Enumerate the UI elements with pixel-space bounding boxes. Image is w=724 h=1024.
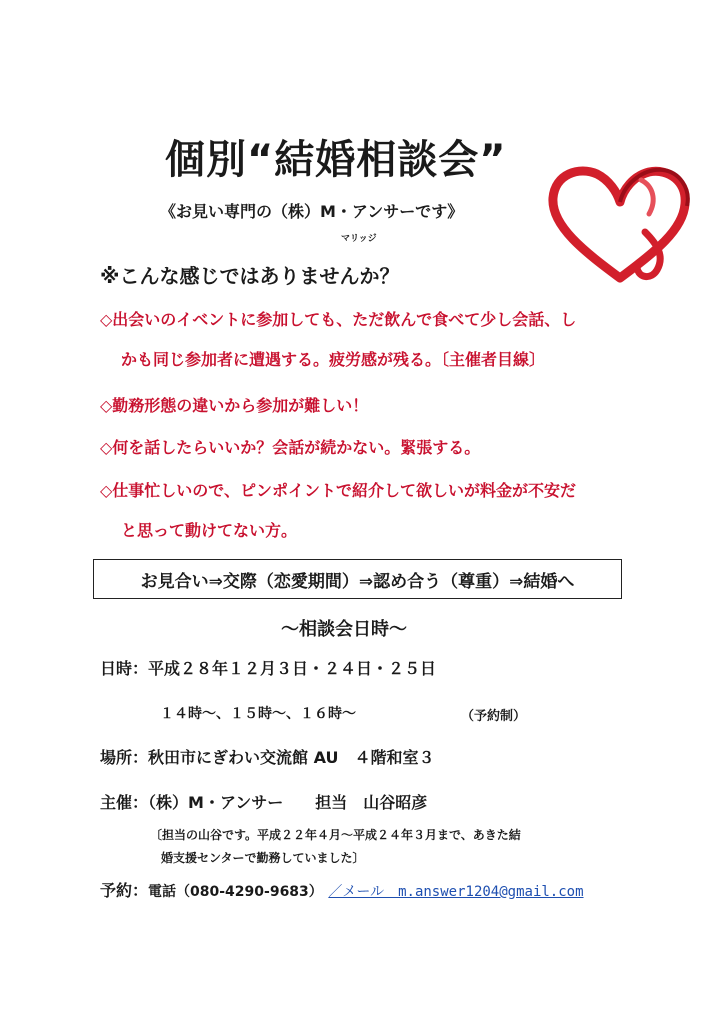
- reserve-row: [100, 878, 584, 901]
- list-item-continued: と思って動けてない方。: [121, 521, 298, 540]
- reservation-note: （予約制）: [461, 709, 527, 724]
- flow-box: お見合い⇒交際（恋愛期間）⇒認め合う（尊重）⇒結婚へ: [93, 559, 622, 599]
- organizer-row: [100, 790, 427, 813]
- datetime-label: 日時：: [100, 659, 149, 678]
- phone: 電話（080-4290-9683）: [148, 884, 323, 900]
- list-item: ◇勤務形態の違いから参加が難しい！: [100, 396, 369, 415]
- ruby-annotation: マリッジ: [341, 234, 377, 244]
- organizer-label: 主催：: [100, 793, 149, 812]
- place-value: 秋田市にぎわい交流館 AU ４階和室３: [148, 748, 435, 767]
- list-item: ◇出会いのイベントに参加しても、ただ飲んで食べて少し会話、し: [100, 310, 577, 329]
- list-item: ◇仕事忙しいので、ピンポイントで紹介して欲しいが料金が不安だ: [100, 481, 576, 500]
- times: １４時～、１５時～、１６時～: [160, 706, 356, 722]
- datetime-value: 平成２８年１２月３日・２４日・２５日: [148, 659, 437, 678]
- list-item: ◇何を話したらいいか？会話が続かない。緊張する。: [100, 438, 481, 457]
- question-heading: ※こんな感じではありませんか？: [100, 264, 400, 288]
- reserve-label: 予約：: [100, 881, 149, 900]
- heart-ribbon-icon: [545, 160, 695, 290]
- page-title: 個別“結婚相談会”: [165, 137, 507, 183]
- subtitle: 《お見い専門の（株）M・アンサーです》: [160, 202, 464, 221]
- place-label: 場所：: [100, 748, 149, 767]
- organizer-value: （株）M・アンサー 担当 山谷昭彦: [148, 793, 428, 812]
- schedule-heading: ～相談会日時～: [281, 619, 407, 640]
- email-link[interactable]: ／メール m.answer1204@gmail.com: [328, 884, 584, 900]
- datetime-row: [100, 656, 436, 679]
- staff-note-continued: 婚支援センターで勤務していました〕: [161, 851, 365, 865]
- place-row: [100, 745, 434, 768]
- list-item-continued: かも同じ参加者に遭遇する。疲労感が残る。〔主催者目線〕: [121, 350, 546, 369]
- staff-note: 〔担当の山谷です。平成２２年４月～平成２４年３月まで、あきた結: [150, 828, 521, 842]
